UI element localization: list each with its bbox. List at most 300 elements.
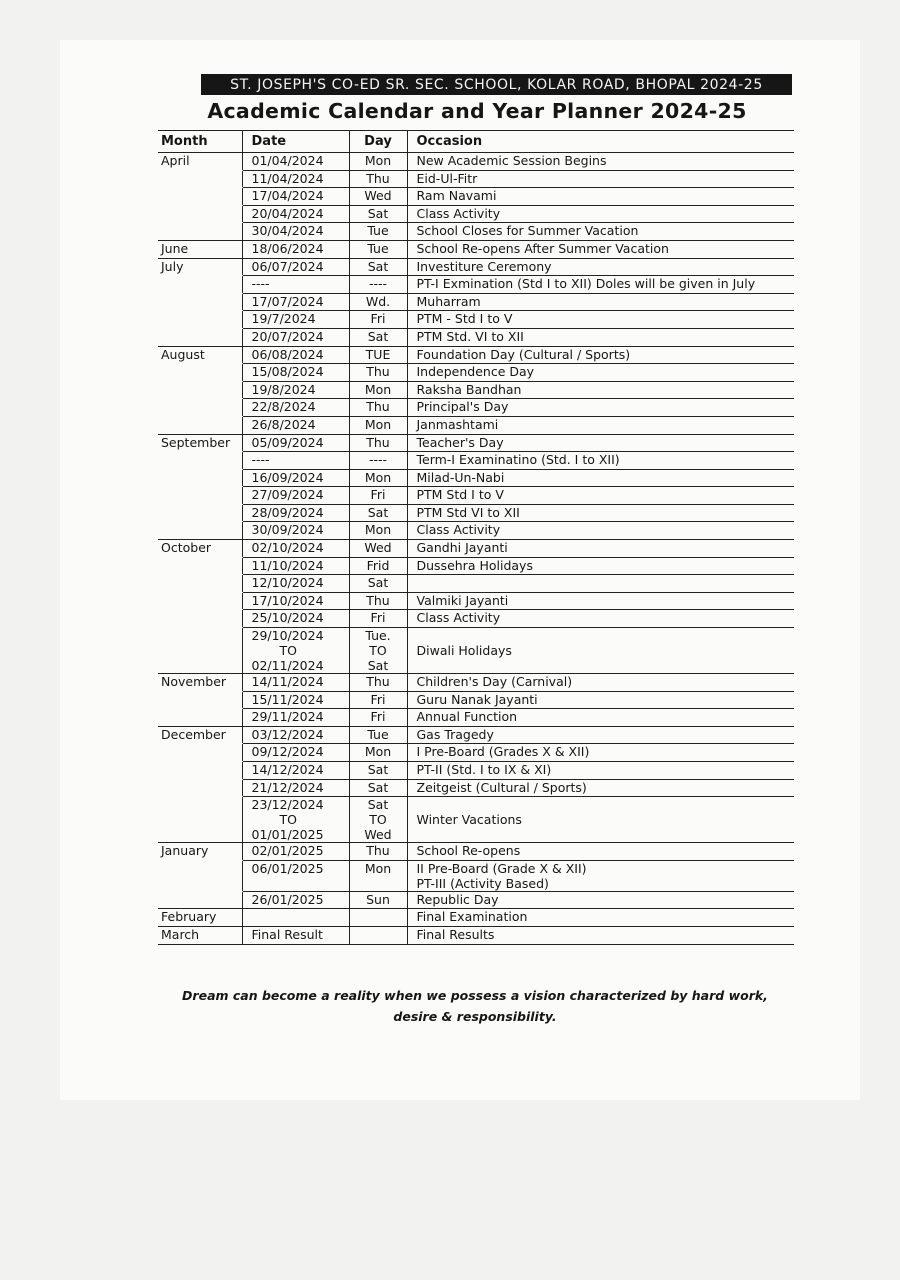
date-cell-line: 25/10/2024 <box>251 610 324 626</box>
occasion-cell-line: Final Results <box>416 926 495 942</box>
month-cell: June <box>158 240 242 258</box>
table-row <box>158 399 794 417</box>
date-cell <box>242 628 349 674</box>
date-cell-line: ---- <box>251 276 270 292</box>
occasion-cell-line: School Re-opens <box>416 843 521 859</box>
day-cell <box>349 205 407 223</box>
day-cell <box>349 575 407 593</box>
occasion-cell-line: School Closes for Summer Vacation <box>416 223 639 239</box>
day-cell-line: Thu <box>366 592 390 608</box>
occasion-cell <box>407 487 794 505</box>
day-cell-line: Sun <box>366 891 390 907</box>
occasion-cell <box>407 170 794 188</box>
date-cell <box>242 223 349 241</box>
date-cell <box>242 399 349 417</box>
table-row <box>158 843 794 861</box>
day-cell-line: Frid <box>366 557 390 573</box>
table-row <box>158 628 794 674</box>
table-row <box>158 416 794 434</box>
day-cell-line: Sat <box>367 504 389 520</box>
table-row <box>158 779 794 797</box>
occasion-cell <box>407 153 794 171</box>
occasion-cell-line: Class Activity <box>416 205 501 221</box>
date-cell-line: 23/12/2024 <box>251 797 324 813</box>
day-cell-line: Mon <box>364 522 392 538</box>
day-cell <box>349 860 407 891</box>
date-cell-line: TO <box>279 643 297 659</box>
day-cell <box>349 843 407 861</box>
month-cell <box>158 891 242 909</box>
day-cell-line: Fri <box>370 610 386 626</box>
day-cell <box>349 762 407 780</box>
column-header-occasion: Occasion <box>407 131 794 153</box>
occasion-cell <box>407 381 794 399</box>
day-cell <box>349 726 407 744</box>
occasion-cell <box>407 843 794 861</box>
table-row <box>158 709 794 727</box>
occasion-cell <box>407 909 794 927</box>
date-cell-line: 15/08/2024 <box>251 364 324 380</box>
date-cell-line: 19/8/2024 <box>251 381 316 397</box>
date-cell-line: ---- <box>251 452 270 468</box>
day-cell <box>349 258 407 276</box>
table-row <box>158 744 794 762</box>
occasion-cell-line: Muharram <box>416 293 481 309</box>
occasion-cell <box>407 926 794 944</box>
day-cell-line: Mon <box>364 153 392 168</box>
month-cell: August <box>158 346 242 364</box>
date-cell-line: 30/09/2024 <box>251 522 324 538</box>
date-cell-line: 12/10/2024 <box>251 575 324 591</box>
date-cell-line: 14/11/2024 <box>251 674 324 690</box>
month-cell: January <box>158 843 242 861</box>
date-cell <box>242 744 349 762</box>
date-cell <box>242 205 349 223</box>
date-cell <box>242 240 349 258</box>
occasion-cell-line: Raksha Bandhan <box>416 381 522 397</box>
day-cell <box>349 469 407 487</box>
month-cell <box>158 452 242 470</box>
occasion-cell-line: Gandhi Jayanti <box>416 540 508 556</box>
occasion-cell-line: Independence Day <box>416 364 535 380</box>
table-row <box>158 540 794 558</box>
day-cell <box>349 346 407 364</box>
day-cell <box>349 909 407 927</box>
month-cell <box>158 364 242 382</box>
date-cell <box>242 860 349 891</box>
occasion-cell-line: Foundation Day (Cultural / Sports) <box>416 346 631 362</box>
date-cell <box>242 416 349 434</box>
date-cell <box>242 575 349 593</box>
month-cell <box>158 469 242 487</box>
occasion-cell-line: PTM Std. VI to XII <box>416 328 524 344</box>
occasion-cell-line: Janmashtami <box>416 416 499 432</box>
occasion-cell <box>407 592 794 610</box>
day-cell <box>349 434 407 452</box>
date-cell-line: TO <box>279 812 297 828</box>
table-row <box>158 188 794 206</box>
occasion-cell-line: PTM Std I to V <box>416 487 504 503</box>
month-cell <box>158 504 242 522</box>
occasion-cell-line: Gas Tragedy <box>416 726 494 742</box>
date-cell <box>242 557 349 575</box>
month-cell: February <box>158 909 242 927</box>
month-cell: March <box>158 926 242 944</box>
day-cell-line: Fri <box>370 691 386 707</box>
date-cell <box>242 328 349 346</box>
occasion-cell-line: Class Activity <box>416 522 501 538</box>
date-cell <box>242 188 349 206</box>
date-cell-line: 09/12/2024 <box>251 744 324 760</box>
school-name-banner: ST. JOSEPH'S CO-ED SR. SEC. SCHOOL, KOLAR ROAD, BHOPAL 2024-25 <box>201 74 792 95</box>
date-cell-line: 06/08/2024 <box>251 346 324 362</box>
date-cell <box>242 891 349 909</box>
day-cell <box>349 797 407 843</box>
day-cell-line: ---- <box>368 276 388 292</box>
date-cell <box>242 674 349 692</box>
column-header-date: Date <box>242 131 349 153</box>
occasion-cell-line: PT-I Exmination (Std I to XII) Doles will be given in July <box>416 276 756 292</box>
day-cell <box>349 557 407 575</box>
month-cell <box>158 610 242 628</box>
day-cell <box>349 188 407 206</box>
day-cell-line: Sat <box>367 328 389 344</box>
occasion-cell-line: Teacher's Day <box>416 434 504 450</box>
month-cell <box>158 797 242 843</box>
month-cell <box>158 628 242 674</box>
date-cell-line: 01/01/2025 <box>251 827 324 843</box>
table-row <box>158 891 794 909</box>
occasion-cell-line: Republic Day <box>416 891 499 907</box>
day-cell-line: Wed <box>364 188 392 204</box>
month-cell <box>158 170 242 188</box>
date-cell-line: 19/7/2024 <box>251 311 316 327</box>
calendar-body <box>158 153 794 945</box>
day-cell-line: Tue <box>367 240 389 256</box>
date-cell-line: 20/07/2024 <box>251 328 324 344</box>
date-cell-line: 29/10/2024 <box>251 628 324 644</box>
day-cell <box>349 709 407 727</box>
occasion-cell <box>407 628 794 674</box>
occasion-cell <box>407 610 794 628</box>
day-cell-line: Thu <box>366 364 390 380</box>
day-cell <box>349 276 407 294</box>
occasion-cell-line: Class Activity <box>416 610 501 626</box>
occasion-cell <box>407 311 794 329</box>
occasion-cell-line: School Re-opens After Summer Vacation <box>416 240 669 256</box>
table-row <box>158 469 794 487</box>
date-cell-line: 02/10/2024 <box>251 540 324 556</box>
day-cell-line: Fri <box>370 709 386 725</box>
occasion-cell <box>407 452 794 470</box>
occasion-cell <box>407 891 794 909</box>
table-row <box>158 276 794 294</box>
occasion-cell-line: Guru Nanak Jayanti <box>416 691 538 707</box>
day-cell <box>349 311 407 329</box>
day-cell-line: Mon <box>364 381 392 397</box>
month-cell <box>158 416 242 434</box>
table-row <box>158 328 794 346</box>
month-cell <box>158 592 242 610</box>
day-cell <box>349 628 407 674</box>
day-cell <box>349 381 407 399</box>
quote-line-2: desire & responsibility. <box>393 1009 557 1024</box>
occasion-cell <box>407 434 794 452</box>
day-cell-line: Wed <box>364 540 392 556</box>
table-row <box>158 726 794 744</box>
day-cell-line: Tue. <box>365 628 391 644</box>
day-cell-line: Tue <box>367 726 389 742</box>
occasion-cell-line: Milad-Un-Nabi <box>416 469 505 485</box>
table-row <box>158 311 794 329</box>
day-cell-line: Mon <box>364 860 392 876</box>
day-cell <box>349 153 407 171</box>
date-cell-line: 17/10/2024 <box>251 592 324 608</box>
month-cell <box>158 522 242 540</box>
day-cell <box>349 691 407 709</box>
table-row <box>158 153 794 171</box>
date-cell-line: Final Result <box>251 926 323 942</box>
table-row <box>158 797 794 843</box>
date-cell-line: 26/01/2025 <box>251 891 324 907</box>
date-cell <box>242 522 349 540</box>
occasion-cell-line: Ram Navami <box>416 188 497 204</box>
date-cell-line: 27/09/2024 <box>251 487 324 503</box>
date-cell-line: 05/09/2024 <box>251 434 324 450</box>
occasion-cell <box>407 522 794 540</box>
column-header-month: Month <box>158 131 242 153</box>
date-cell <box>242 909 349 927</box>
day-cell <box>349 223 407 241</box>
table-row <box>158 258 794 276</box>
occasion-cell <box>407 540 794 558</box>
closing-quote <box>150 985 800 1027</box>
day-cell-line: Sat <box>367 258 389 274</box>
date-cell-line: 18/06/2024 <box>251 240 324 256</box>
day-cell-line: Fri <box>370 311 386 327</box>
day-cell-line: Mon <box>364 469 392 485</box>
date-cell-line: 29/11/2024 <box>251 709 324 725</box>
table-row <box>158 487 794 505</box>
table-row <box>158 592 794 610</box>
day-cell <box>349 452 407 470</box>
table-row <box>158 610 794 628</box>
date-cell <box>242 276 349 294</box>
day-cell <box>349 293 407 311</box>
occasion-cell-line: Term-I Examinatino (Std. I to XII) <box>416 452 620 468</box>
document-title: Academic Calendar and Year Planner 2024-25 <box>207 99 747 123</box>
day-cell <box>349 610 407 628</box>
date-cell-line: 20/04/2024 <box>251 205 324 221</box>
date-cell <box>242 346 349 364</box>
date-cell <box>242 592 349 610</box>
month-cell <box>158 709 242 727</box>
day-cell-line: Thu <box>366 434 390 450</box>
day-cell <box>349 674 407 692</box>
day-cell <box>349 487 407 505</box>
day-cell-line: ---- <box>368 452 388 468</box>
occasion-cell-line: Children's Day (Carnival) <box>416 674 573 690</box>
date-cell-line: 01/04/2024 <box>251 153 324 168</box>
day-cell-line: Sat <box>367 575 389 591</box>
occasion-cell-line: II Pre-Board (Grade X & XII) <box>416 860 587 876</box>
table-header-row <box>158 131 794 153</box>
day-cell-line: Sat <box>367 779 389 795</box>
date-cell-line: 02/11/2024 <box>251 658 324 674</box>
month-cell <box>158 557 242 575</box>
date-cell-line: 06/07/2024 <box>251 258 324 274</box>
table-row <box>158 926 794 944</box>
table-row <box>158 762 794 780</box>
month-cell <box>158 205 242 223</box>
table-row <box>158 452 794 470</box>
table-row <box>158 170 794 188</box>
date-cell <box>242 452 349 470</box>
date-cell-line: 06/01/2025 <box>251 860 324 876</box>
date-cell <box>242 726 349 744</box>
date-cell-line: 22/8/2024 <box>251 399 316 415</box>
day-cell-line: Sat <box>367 797 389 813</box>
occasion-cell-line: PT-II (Std. I to IX & XI) <box>416 762 552 777</box>
month-cell <box>158 575 242 593</box>
day-cell <box>349 170 407 188</box>
date-cell <box>242 487 349 505</box>
occasion-cell-line: Diwali Holidays <box>416 643 512 659</box>
occasion-cell <box>407 258 794 276</box>
occasion-cell <box>407 691 794 709</box>
day-cell <box>349 522 407 540</box>
occasion-cell-line: PTM - Std I to V <box>416 311 513 327</box>
date-cell-line: 11/10/2024 <box>251 557 324 573</box>
month-cell <box>158 691 242 709</box>
occasion-cell-line: Dussehra Holidays <box>416 557 533 573</box>
table-row <box>158 434 794 452</box>
occasion-cell <box>407 205 794 223</box>
date-cell-line: 14/12/2024 <box>251 762 324 777</box>
occasion-cell-line: Principal's Day <box>416 399 509 415</box>
occasion-cell <box>407 223 794 241</box>
occasion-cell <box>407 240 794 258</box>
table-row <box>158 223 794 241</box>
table-row <box>158 674 794 692</box>
quote-line-1: Dream can become a reality when we possess a vision characterized by hard work, <box>182 988 768 1003</box>
day-cell <box>349 592 407 610</box>
month-cell <box>158 293 242 311</box>
occasion-cell-line: New Academic Session Begins <box>416 153 607 168</box>
date-cell <box>242 311 349 329</box>
day-cell <box>349 540 407 558</box>
occasion-cell <box>407 504 794 522</box>
occasion-cell-line: Investiture Ceremony <box>416 258 552 274</box>
date-cell-line: 03/12/2024 <box>251 726 324 742</box>
column-header-day: Day <box>349 131 407 153</box>
day-cell-line: Mon <box>364 416 392 432</box>
day-cell-line: Sat <box>367 762 389 777</box>
occasion-cell <box>407 416 794 434</box>
date-cell <box>242 258 349 276</box>
occasion-cell-line: Final Examination <box>416 909 528 925</box>
date-cell-line: 17/07/2024 <box>251 293 324 309</box>
occasion-cell <box>407 188 794 206</box>
occasion-cell-line: Winter Vacations <box>416 812 522 828</box>
day-cell-line: Fri <box>370 487 386 503</box>
occasion-cell <box>407 797 794 843</box>
date-cell-line: 17/04/2024 <box>251 188 324 204</box>
month-cell: October <box>158 540 242 558</box>
table-row <box>158 557 794 575</box>
occasion-cell <box>407 293 794 311</box>
month-cell <box>158 311 242 329</box>
day-cell-line: TUE <box>365 346 391 362</box>
occasion-cell <box>407 328 794 346</box>
month-cell <box>158 223 242 241</box>
occasion-cell-line: Annual Function <box>416 709 518 725</box>
month-cell <box>158 860 242 891</box>
occasion-cell <box>407 276 794 294</box>
occasion-cell-line: Valmiki Jayanti <box>416 592 509 608</box>
occasion-cell <box>407 744 794 762</box>
month-cell <box>158 276 242 294</box>
day-cell-line: TO <box>369 812 387 828</box>
month-cell: April <box>158 153 242 171</box>
occasion-cell-line: Eid-Ul-Fitr <box>416 170 478 186</box>
day-cell <box>349 416 407 434</box>
date-cell <box>242 797 349 843</box>
day-cell-line: Thu <box>366 674 390 690</box>
date-cell <box>242 709 349 727</box>
day-cell <box>349 328 407 346</box>
occasion-cell <box>407 346 794 364</box>
date-cell <box>242 762 349 780</box>
date-cell-line: 21/12/2024 <box>251 779 324 795</box>
date-cell-line: 16/09/2024 <box>251 469 324 485</box>
month-cell <box>158 328 242 346</box>
table-row <box>158 504 794 522</box>
table-row <box>158 205 794 223</box>
academic-calendar-table <box>158 130 794 945</box>
month-cell <box>158 744 242 762</box>
table-row <box>158 860 794 891</box>
date-cell <box>242 153 349 171</box>
day-cell-line: Wed <box>364 827 392 843</box>
date-cell-line: 30/04/2024 <box>251 223 324 239</box>
month-cell: November <box>158 674 242 692</box>
month-cell: July <box>158 258 242 276</box>
date-cell <box>242 293 349 311</box>
table-row <box>158 240 794 258</box>
table-row <box>158 575 794 593</box>
day-cell <box>349 779 407 797</box>
date-cell-line: 15/11/2024 <box>251 691 324 707</box>
occasion-cell <box>407 399 794 417</box>
date-cell-line: 28/09/2024 <box>251 504 324 520</box>
date-cell <box>242 610 349 628</box>
table-row <box>158 381 794 399</box>
date-cell <box>242 170 349 188</box>
day-cell-line: Sat <box>367 205 389 221</box>
table-row <box>158 691 794 709</box>
day-cell-line: Thu <box>366 843 390 859</box>
occasion-cell-line: Zeitgeist (Cultural / Sports) <box>416 779 587 795</box>
date-cell <box>242 469 349 487</box>
date-cell <box>242 691 349 709</box>
table-row <box>158 522 794 540</box>
date-cell <box>242 434 349 452</box>
day-cell <box>349 744 407 762</box>
day-cell <box>349 399 407 417</box>
month-cell <box>158 762 242 780</box>
day-cell-line: Thu <box>366 170 390 186</box>
